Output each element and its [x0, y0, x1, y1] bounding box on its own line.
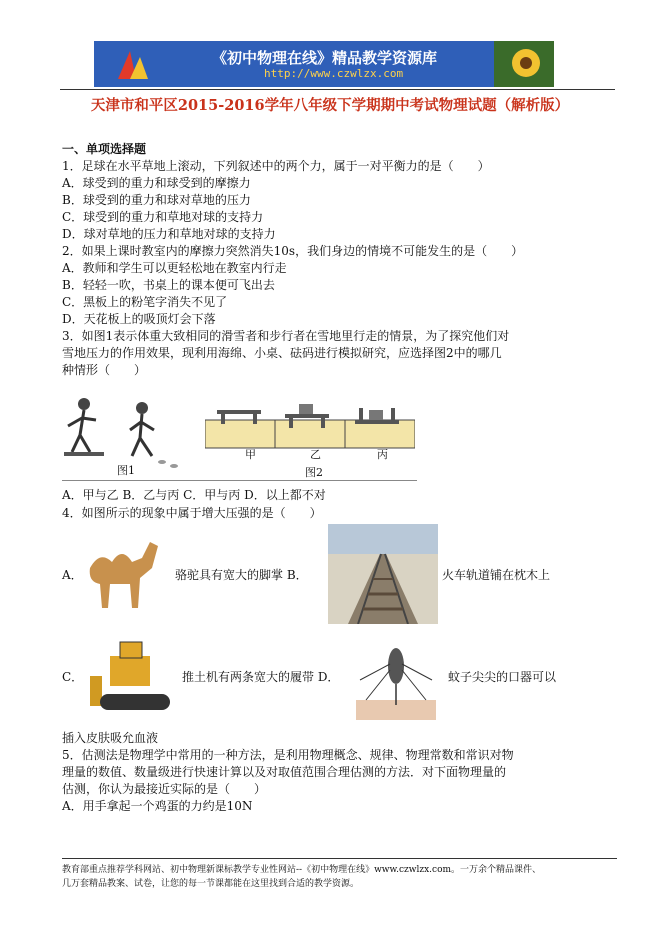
- q4-option-a-text: 骆驼具有宽大的脚掌 B．: [175, 568, 308, 582]
- header-banner: [94, 41, 554, 87]
- figure-1-skier-walker: [62, 390, 192, 480]
- q4-option-c-text: 推土机有两条宽大的履带 D．: [182, 670, 340, 684]
- question-3-line1: 3．如图1表示体重大致相同的滑雪者和步行者在雪地里行走的情景，为了探究他们对: [62, 329, 510, 343]
- q2-option-a: A．教师和学生可以更轻松地在教室内行走: [62, 261, 287, 275]
- q4-option-b-text: 火车轨道铺在枕木上: [442, 568, 551, 582]
- bulldozer-image: [90, 636, 180, 718]
- q4-option-d-text: 蚊子尖尖的口器可以: [448, 670, 557, 684]
- sponge-table-illustration: [205, 392, 415, 452]
- footer-line-2: 几万套精品教案、试卷，让您的每一节课都能在这里找到合适的教学资源。: [62, 879, 360, 889]
- q5-option-a: A．用手拿起一个鸡蛋的力约是10N: [62, 799, 253, 813]
- question-1: 1．足球在水平草地上滚动，下列叙述中的两个力，属于一对平衡力的是（ ）: [62, 159, 490, 173]
- header-rule: [60, 89, 615, 90]
- sunflower-image: [494, 41, 554, 87]
- question-5-line3: 估测，你认为最接近实际的是（ ）: [62, 782, 267, 796]
- railway-image: [328, 524, 438, 624]
- q2-option-b: B．轻轻一吹，书桌上的课本便可飞出去: [62, 278, 275, 292]
- q3-options: A．甲与乙 B．乙与丙 C．甲与丙 D．以上都不对: [62, 488, 326, 502]
- question-5-line2: 理量的数值、数量级进行快速计算以及对取值范围合理估测的方法．对下面物理量的: [62, 765, 507, 779]
- fig2-label-bing: 丙: [377, 448, 388, 461]
- figure-2-labels: [205, 446, 415, 460]
- figure-2-sponge-table: [205, 392, 415, 482]
- section-heading: 一、单项选择题: [62, 142, 147, 156]
- site-logo-icon: [116, 47, 150, 81]
- question-5-line1: 5．估测法是物理学中常用的一种方法，是利用物理概念、规律、物理常数和常识对物: [62, 748, 514, 762]
- q2-option-c: C．黑板上的粉笔字消失不见了: [62, 295, 228, 309]
- question-3-line3: 种情形（ ）: [62, 363, 147, 377]
- q1-option-a: A．球受到的重力和球受到的摩擦力: [62, 176, 251, 190]
- fig2-label-jia: 甲: [245, 448, 256, 461]
- camel-image: [80, 528, 170, 618]
- question-4: 4．如图所示的现象中属于增大压强的是（ ）: [62, 506, 322, 520]
- fig2-label-yi: 乙: [310, 448, 321, 461]
- footer-line-1: 教育部重点推荐学科网站、初中物理新课标教学专业性网站--《初中物理在线》www.czwlzx.com。一万余个精品课件、: [62, 865, 542, 875]
- q4-option-a-label: A．: [62, 568, 83, 582]
- banner-title: 《初中物理在线》精品教学资源库: [212, 49, 438, 67]
- question-2: 2．如果上课时教室内的摩擦力突然消失10s，我们身边的情境不可能发生的是（ ）: [62, 244, 524, 258]
- question-3-line2: 雪地压力的作用效果，现利用海绵、小桌、砝码进行模拟研究，应选择图2中的哪几: [62, 346, 502, 360]
- document-title: 天津市和平区2015-2016学年八年级下学期期中考试物理试题（解析版）: [90, 97, 570, 114]
- q4-option-d-continued: 插入皮肤吸允血液: [62, 731, 159, 745]
- footer-rule: [62, 858, 617, 859]
- figure-divider: [62, 480, 417, 481]
- q1-option-b: B．球受到的重力和球对草地的压力: [62, 193, 251, 207]
- q2-option-d: D．天花板上的吸顶灯会下落: [62, 312, 216, 326]
- figure-2-caption: 图2: [305, 466, 323, 479]
- q4-option-c-label: C．: [62, 670, 84, 684]
- q1-option-c: C．球受到的重力和草地对球的支持力: [62, 210, 264, 224]
- banner-url: http://www.czwlzx.com: [264, 67, 404, 80]
- figure-1-caption: 图1: [117, 464, 135, 477]
- q1-option-d: D．球对草地的压力和草地对球的支持力: [62, 227, 276, 241]
- mosquito-image: [356, 630, 436, 720]
